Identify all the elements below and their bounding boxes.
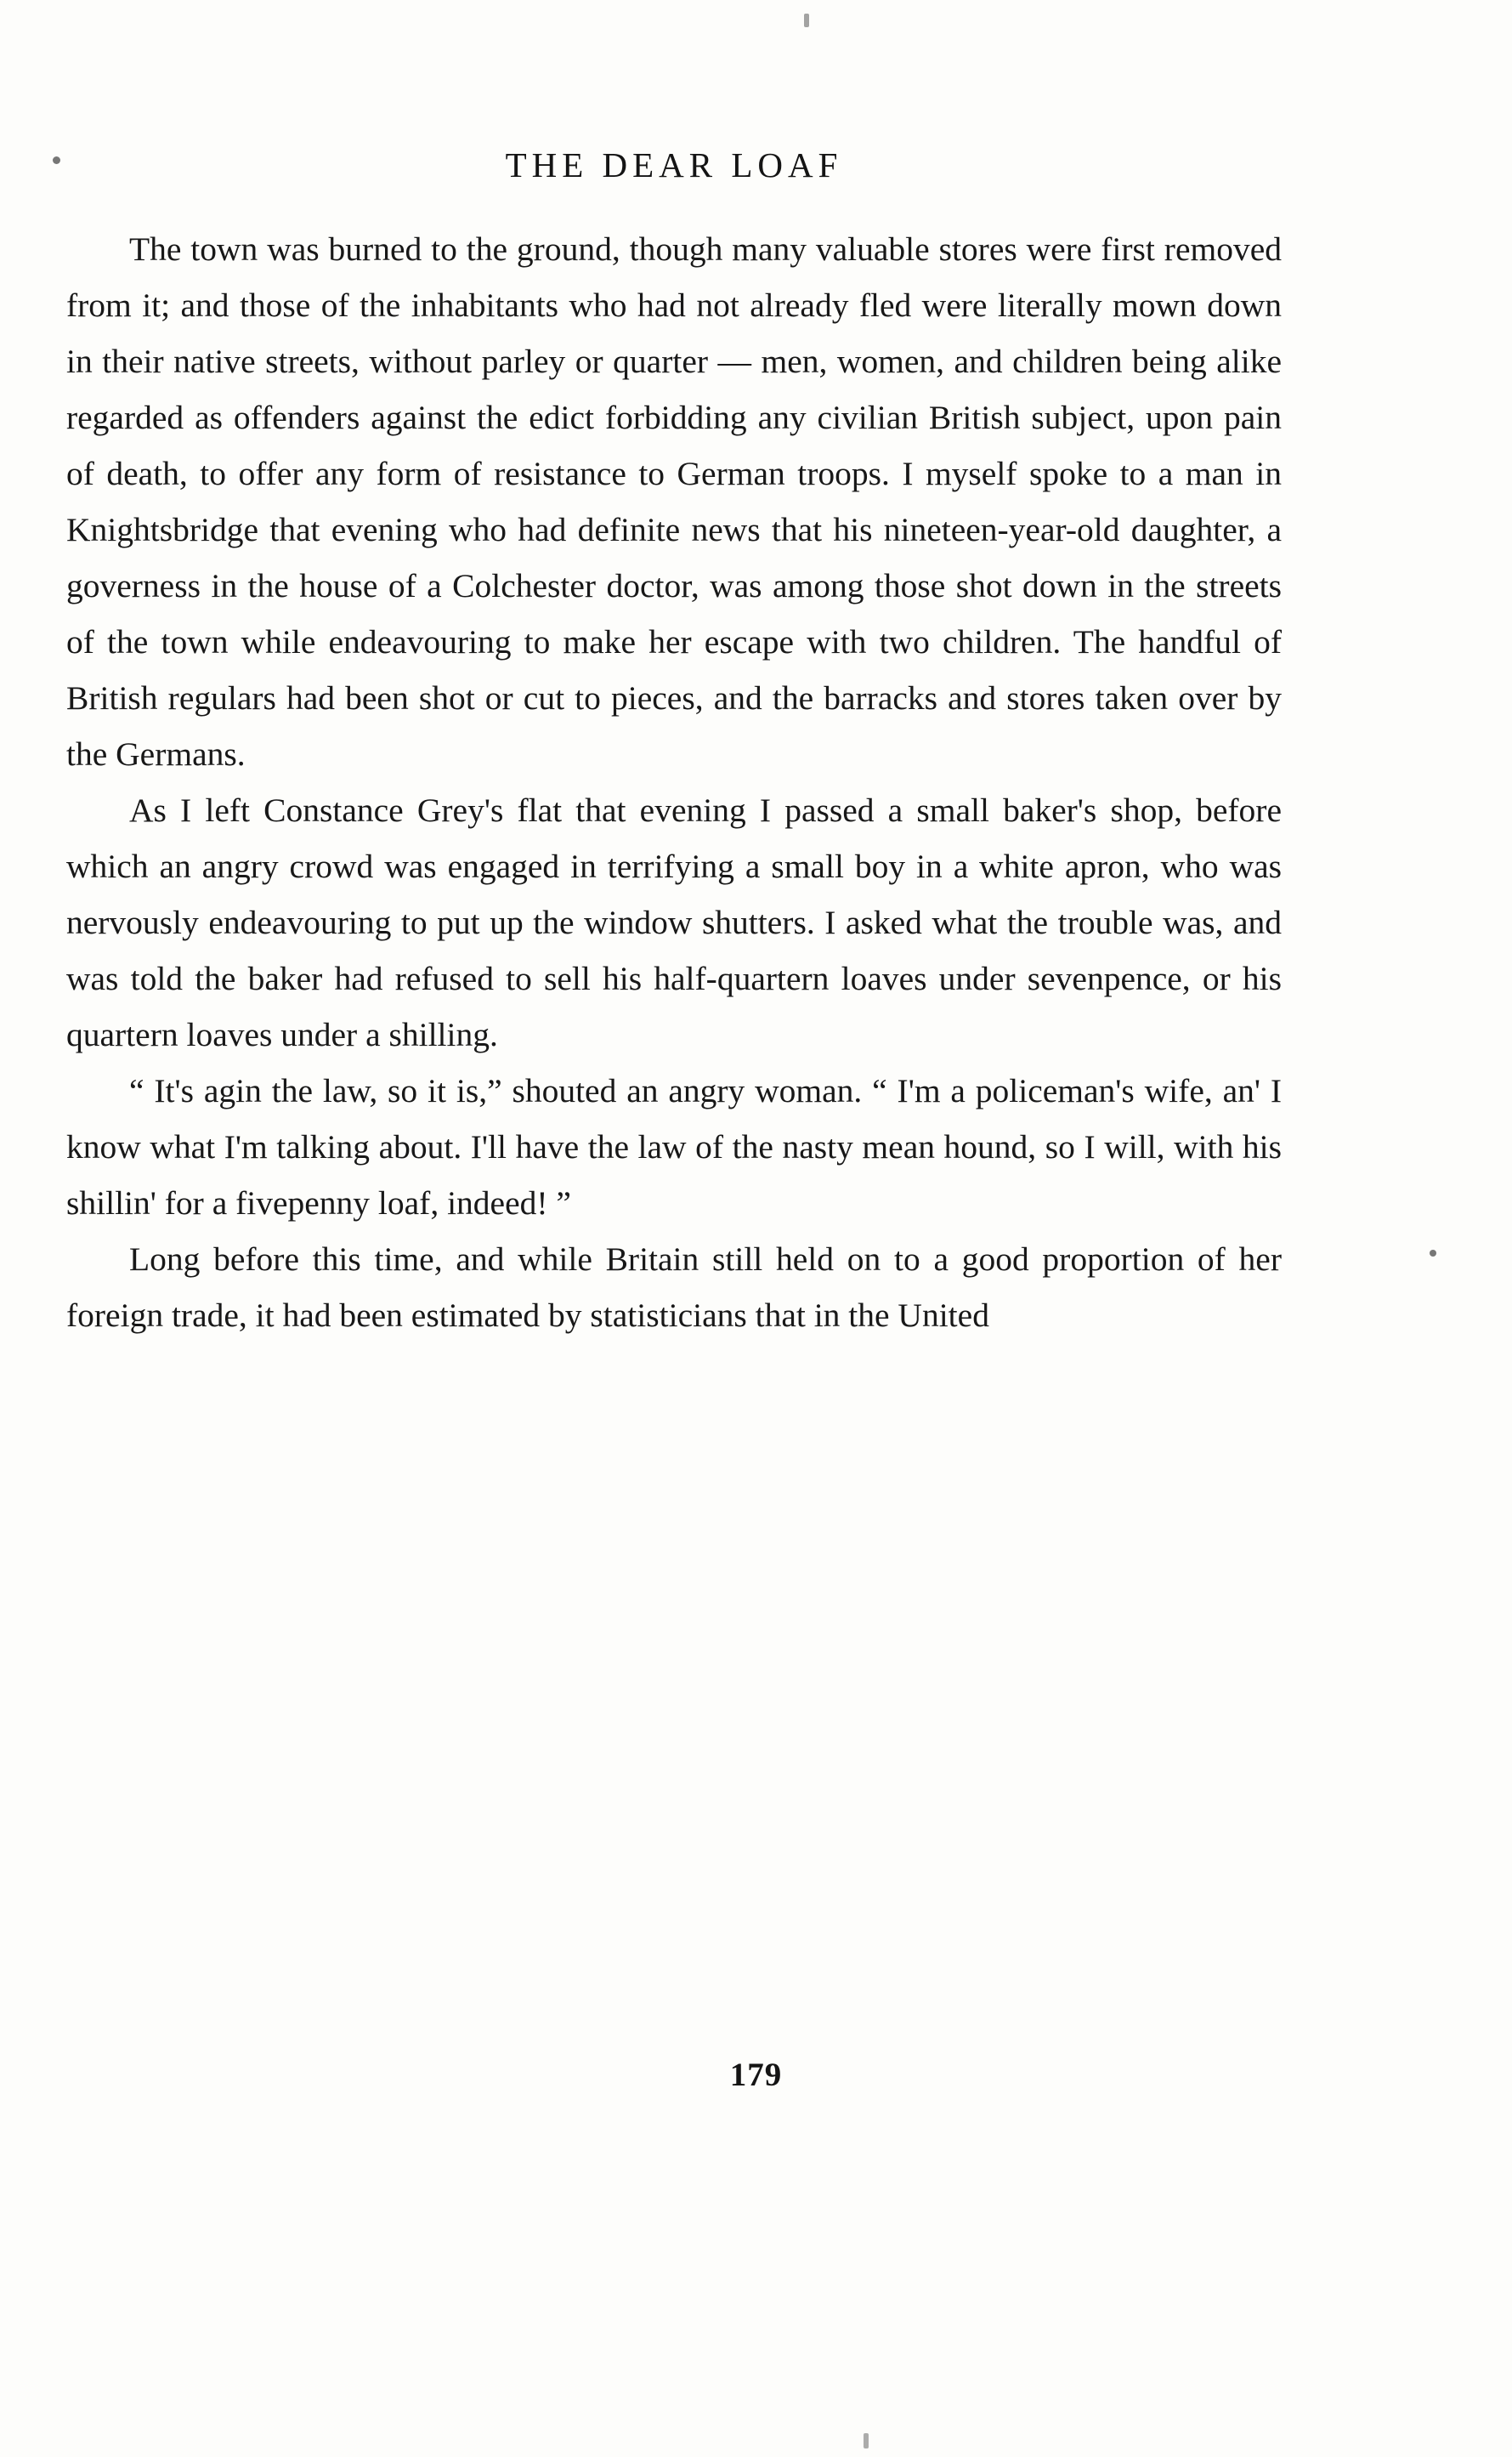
paragraph: The town was burned to the ground, though many valuable stores were first removed from it; and those of the inhabitants who had not already fled were literally mown down in their native streets, without parley or quarter — men, women, and children being alike regarded as offenders against the edict forbidding any civilian British subject, upon pain of death, to offer any form of resistance to German troops. I myself spoke to a man in Knightsbridge that evening who had definite news that his nineteen-year-old daughter, a governess in the house of a Colchester doctor, was among those shot down in the streets of the town while endeavouring to make her escape with two children. The handful of British regulars had been shot or cut to pieces, and the barracks and stores taken over by the Germans. (66, 230, 1282, 773)
page-edge-mark-bottom (864, 2433, 869, 2448)
page-content (66, 145, 1282, 1343)
page-title: THE DEAR LOAF (505, 145, 843, 184)
paragraph: As I left Constance Grey's flat that evening I passed a small baker's shop, before which an angry crowd was engaged in terrifying a small boy in a white apron, who was nervously endeavouring to put up the window shutters. I asked what the trouble was, and was told the baker had refused to sell his half-quartern loaves under sevenpence, or his quartern loaves under a shilling. (66, 792, 1282, 1053)
ink-speck-left (53, 156, 60, 164)
page-edge-mark-top (804, 14, 809, 27)
page-number: 179 (729, 2057, 783, 2093)
body-text (66, 221, 1282, 1343)
paragraph: “ It's agin the law, so it is,” shouted an angry woman. “ I'm a policeman's wife, an' I know what I'm talking about. I'll have the law of the nasty mean hound, so I will, with his shillin' for a fivepenny loaf, indeed! ” (66, 1072, 1282, 1222)
ink-speck-right (1430, 1250, 1436, 1257)
paragraph: Long before this time, and while Britain still held on to a good proportion of her foreign trade, it had been estimated by statisticians that in the United (66, 1240, 1282, 1334)
